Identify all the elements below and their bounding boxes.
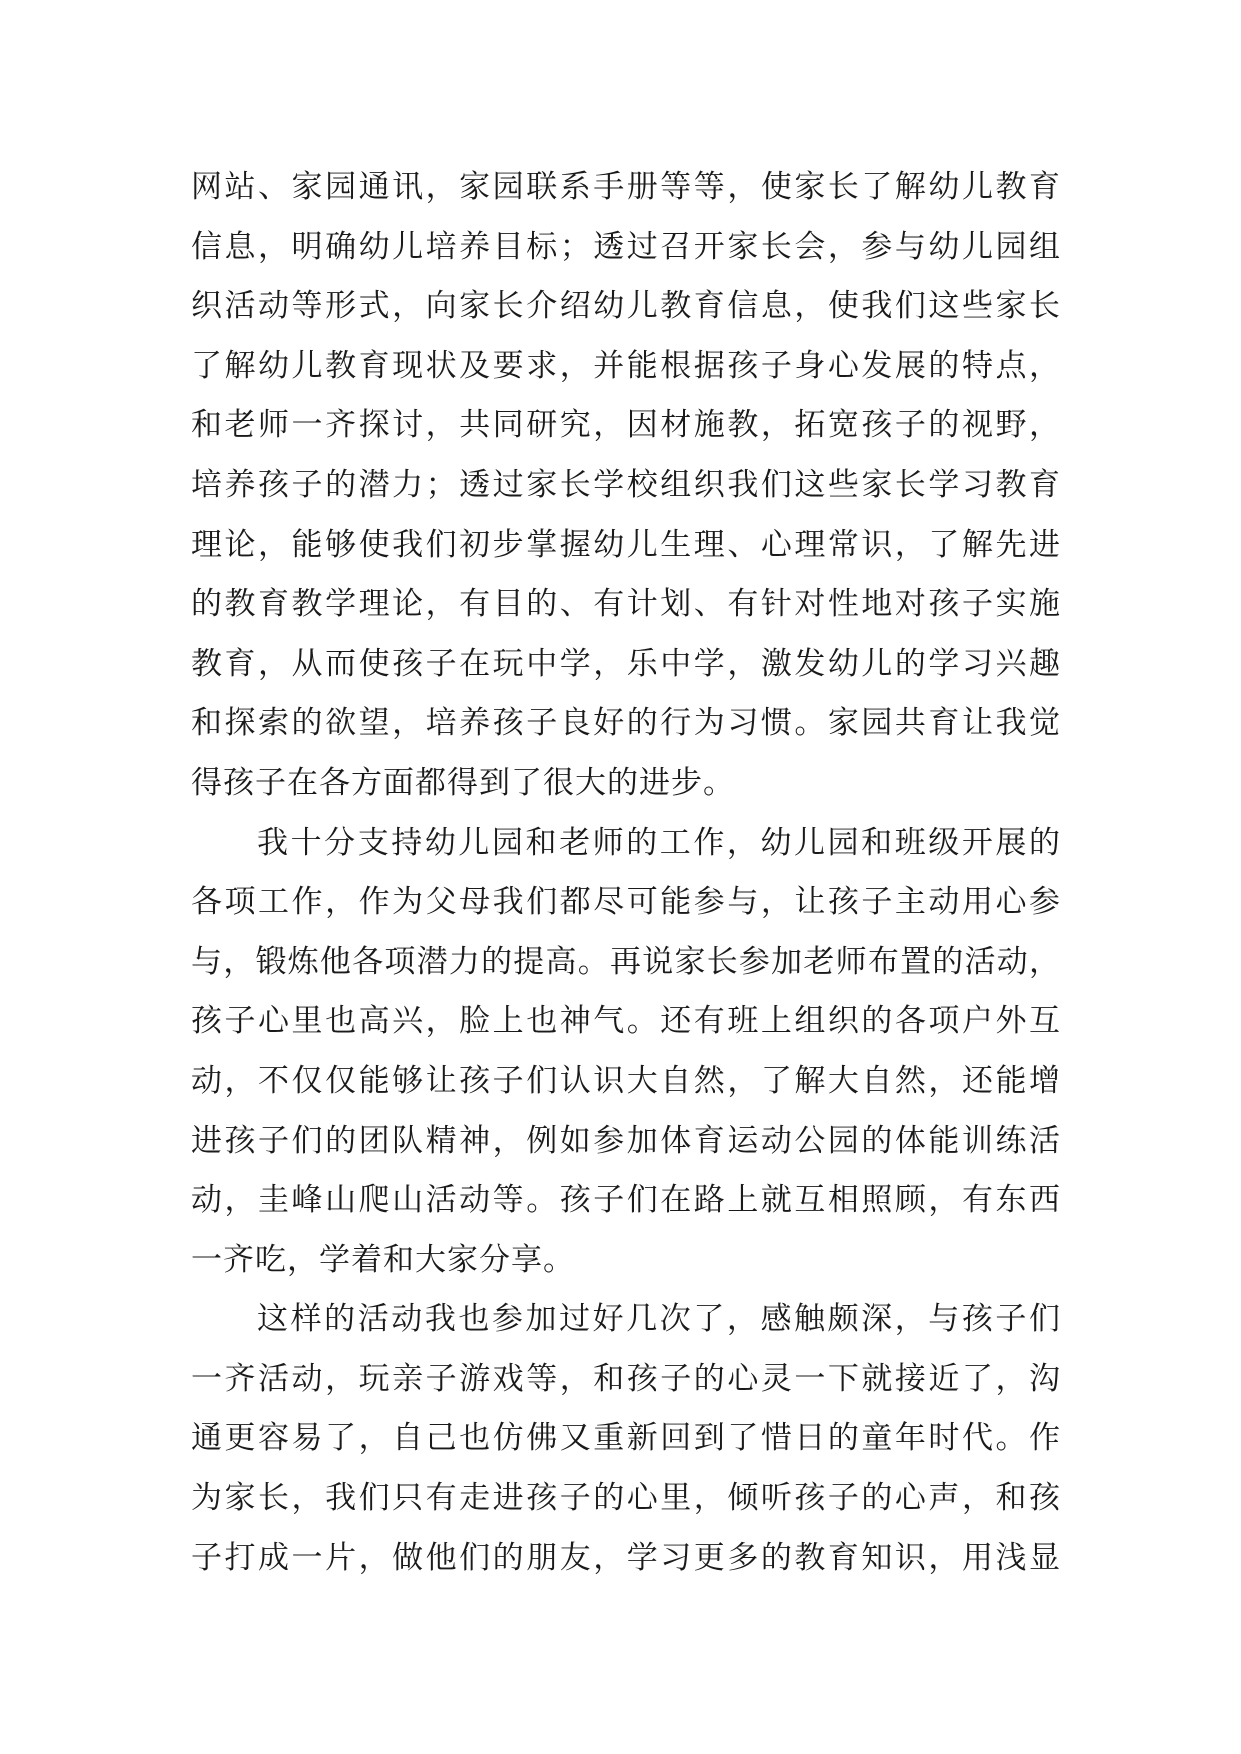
text-line: 教育，从而使孩子在玩中学，乐中学，激发幼儿的学习兴趣 [191, 645, 1061, 682]
text-line: 得孩子在各方面都得到了很大的进步。 [191, 764, 735, 801]
document-body [191, 158, 1061, 1588]
text-line: 织活动等形式，向家长介绍幼儿教育信息，使我们这些家长 [191, 288, 1061, 325]
text-line: 我十分支持幼儿园和老师的工作，幼儿园和班级开展的 [257, 824, 1061, 861]
text-line: 的教育教学理论，有目的、有计划、有针对性地对孩子实施 [191, 586, 1061, 623]
text-line: 孩子心里也高兴，脸上也神气。还有班上组织的各项户外互 [191, 1003, 1061, 1040]
text-line: 一齐活动，玩亲子游戏等，和孩子的心灵一下就接近了，沟 [191, 1360, 1061, 1397]
text-line: 子打成一片，做他们的朋友，学习更多的教育知识，用浅显 [191, 1539, 1061, 1576]
text-line: 和探索的欲望，培养孩子良好的行为习惯。家园共育让我觉 [191, 705, 1061, 742]
text-line: 培养孩子的潜力；透过家长学校组织我们这些家长学习教育 [191, 466, 1061, 503]
text-line: 为家长，我们只有走进孩子的心里，倾听孩子的心声，和孩 [191, 1480, 1061, 1517]
text-line: 动，不仅仅能够让孩子们认识大自然，了解大自然，还能增 [191, 1062, 1061, 1099]
text-line: 一齐吃，学着和大家分享。 [191, 1241, 575, 1278]
text-line: 动，圭峰山爬山活动等。孩子们在路上就互相照顾，有东西 [191, 1182, 1061, 1219]
text-line: 各项工作，作为父母我们都尽可能参与，让孩子主动用心参 [191, 884, 1061, 921]
text-line: 了解幼儿教育现状及要求，并能根据孩子身心发展的特点， [191, 347, 1061, 384]
text-line: 信息，明确幼儿培养目标；透过召开家长会，参与幼儿园组 [191, 228, 1061, 265]
text-line: 这样的活动我也参加过好几次了，感触颇深，与孩子们 [257, 1301, 1061, 1338]
text-line: 与，锻炼他各项潜力的提高。再说家长参加老师布置的活动， [191, 943, 1061, 980]
text-line: 和老师一齐探讨，共同研究，因材施教，拓宽孩子的视野， [191, 407, 1061, 444]
text-line: 理论，能够使我们初步掌握幼儿生理、心理常识，了解先进 [191, 526, 1061, 563]
paragraph [191, 814, 1061, 1291]
paragraph [191, 1290, 1061, 1588]
paragraph [191, 158, 1061, 814]
text-line: 网站、家园通讯，家园联系手册等等，使家长了解幼儿教育 [191, 169, 1061, 205]
text-line: 进孩子们的团队精神，例如参加体育运动公园的体能训练活 [191, 1122, 1061, 1159]
text-line: 通更容易了，自己也仿佛又重新回到了惜日的童年时代。作 [191, 1420, 1061, 1457]
